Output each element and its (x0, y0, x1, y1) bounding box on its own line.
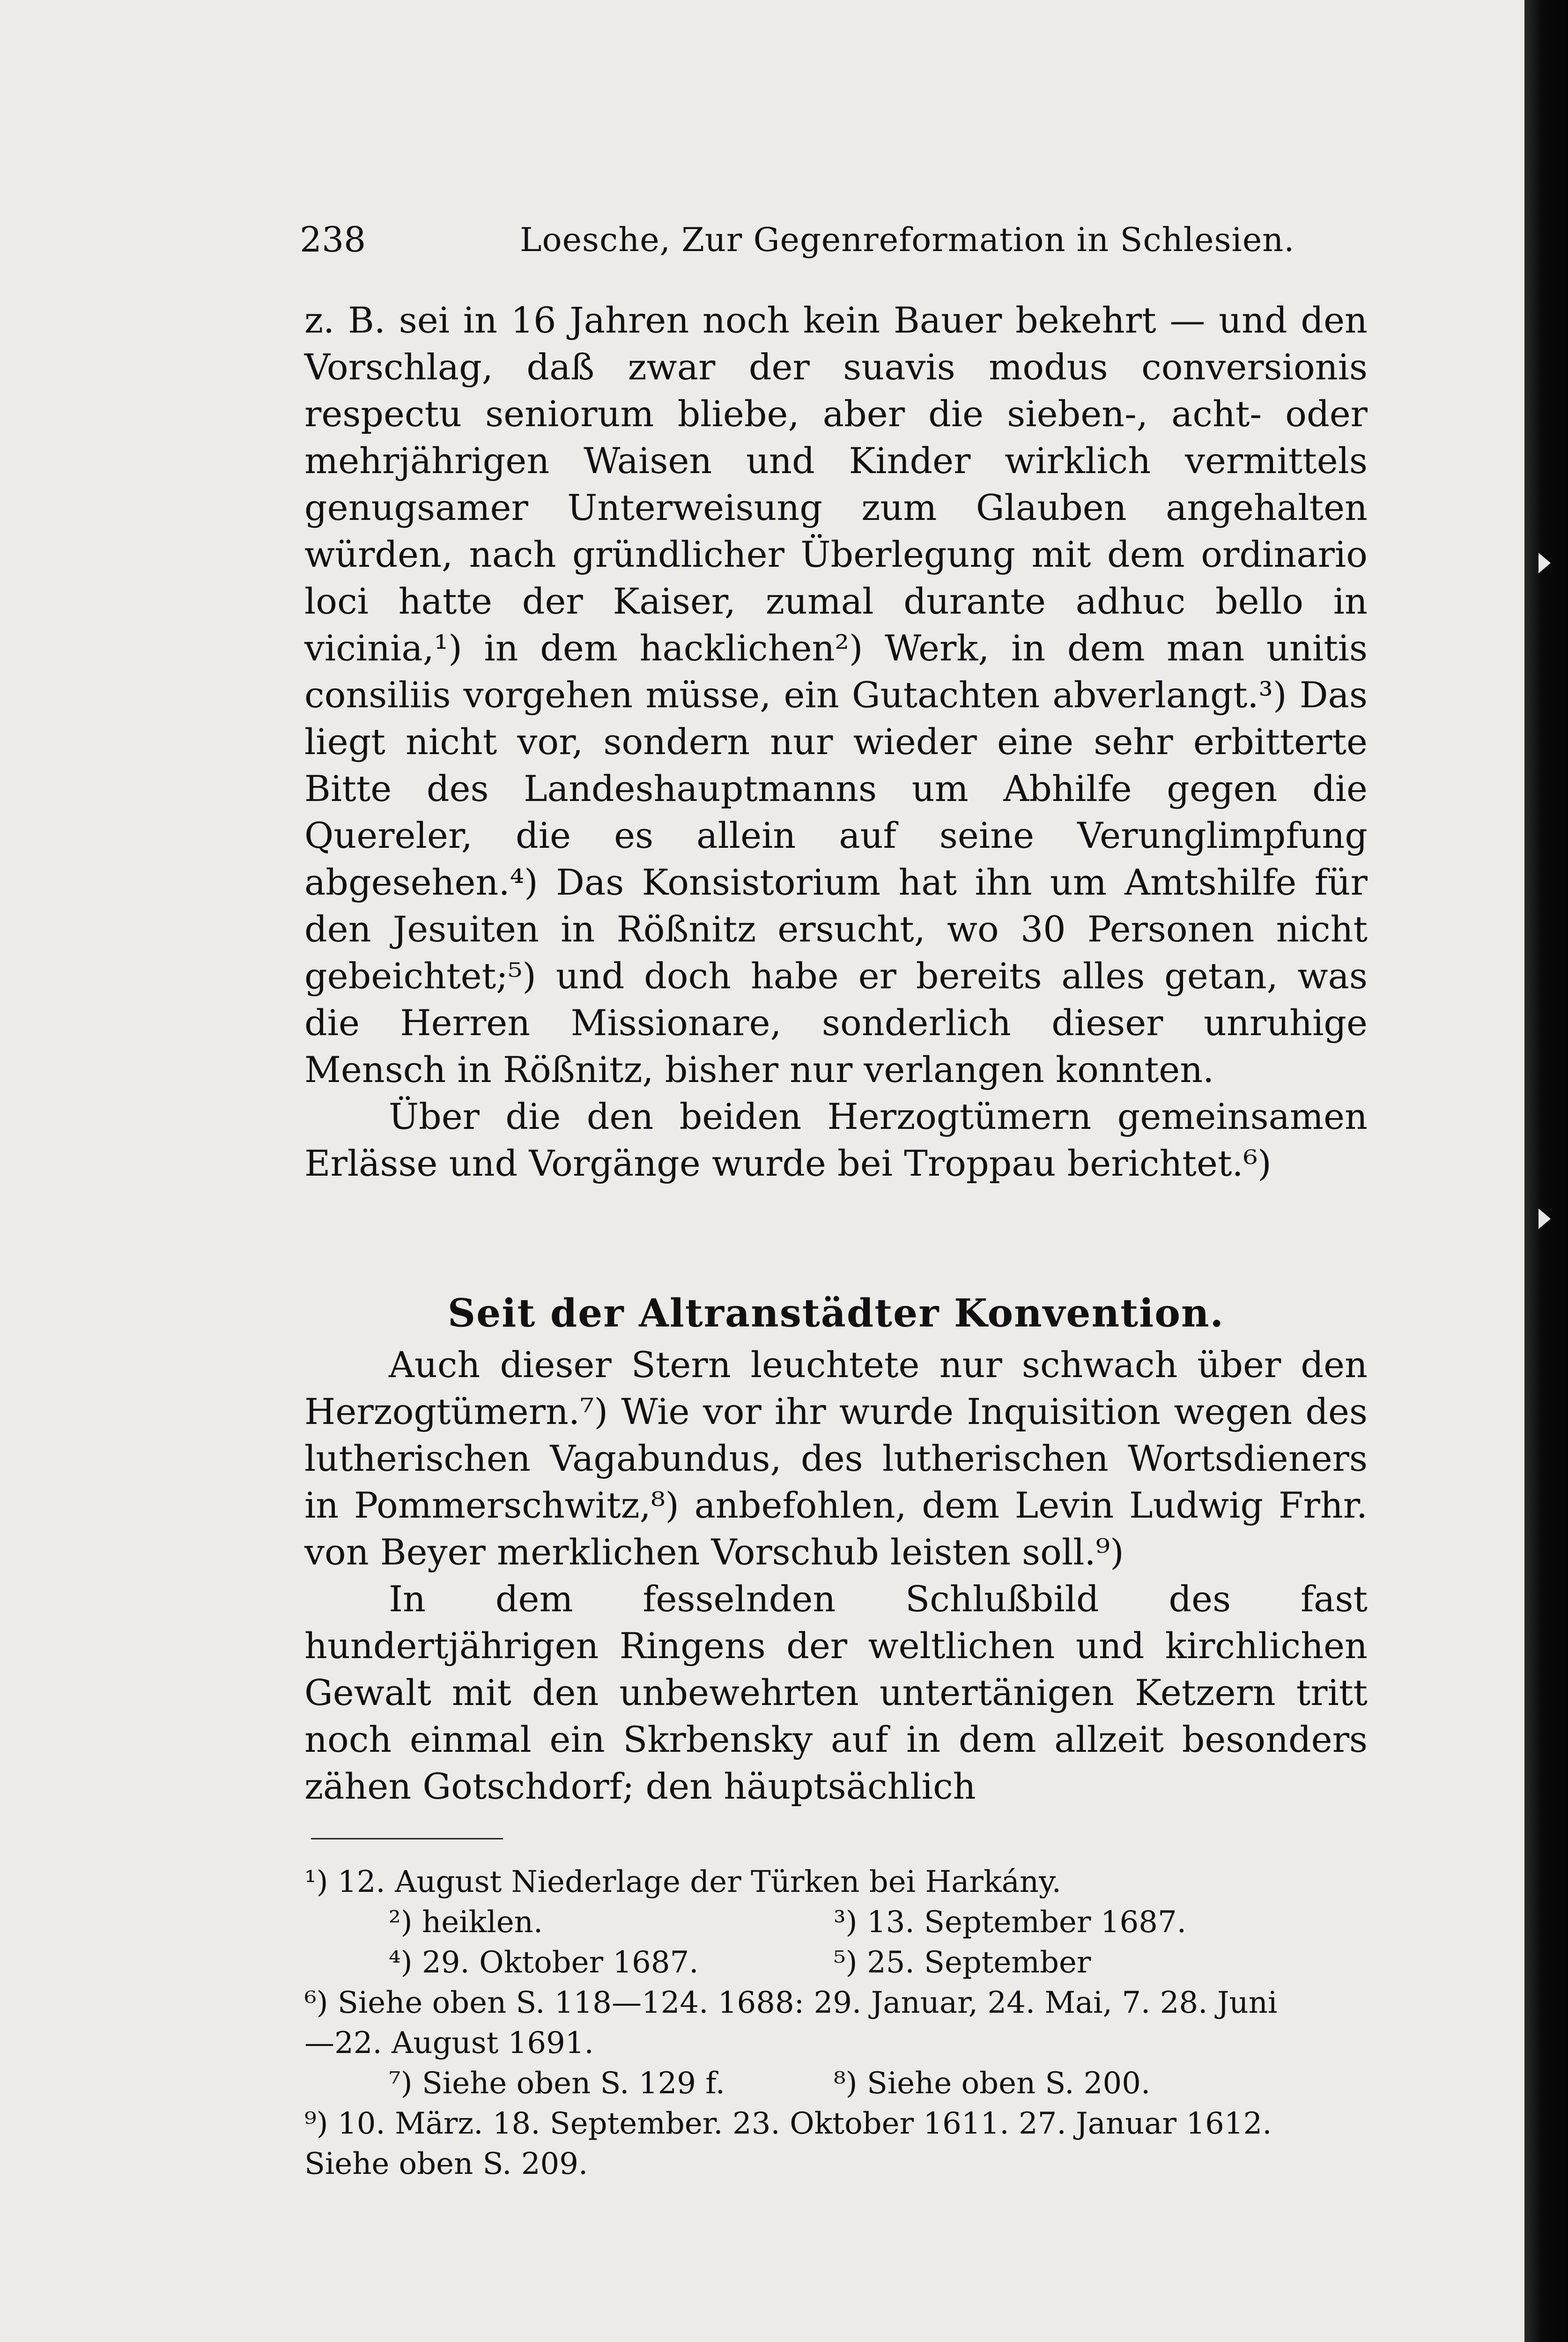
footnote-4: ⁴) 29. Oktober 1687. (389, 1945, 699, 1980)
footnote-6-continued: —22. August 1691. (304, 2026, 594, 2060)
page-body (304, 297, 1368, 2184)
footnote-9: ⁹) 10. März. 18. September. 23. Oktober 1611. 27. Januar 1612. (304, 2106, 1272, 2141)
footnote-row (304, 2063, 1368, 2104)
footnote-row (304, 1942, 1368, 1983)
page-number: 238 (300, 220, 366, 260)
section-title: Seit der Altranstädter Konvention. (447, 1291, 1225, 1336)
footnote-7: ⁷) Siehe oben S. 129 f. (389, 2066, 725, 2101)
footnote-9-continued: Siehe oben S. 209. (304, 2147, 588, 2181)
footnote-1: ¹) 12. August Niederlage der Türken bei Harkány. (304, 1865, 1062, 1899)
running-title: Loesche, Zur Gegenreformation in Schlesien. (520, 221, 1295, 259)
footnote-row (304, 1902, 1368, 1942)
footnote-2: ²) heiklen. (389, 1905, 543, 1940)
footnote-rule (311, 1838, 503, 1839)
body-paragraph-3: Auch dieser Stern leuchtete nur schwach über den Herzogtümern.⁷) Wie vor ihr wurde Inquisition wegen des lutherischen Vagabundus, des lutherischen Wortsdieners in Pommerschwitz,⁸) anbefohlen, dem Levin Ludwig Frhr. von Beyer merklichen Vorschub leisten soll.⁹) (304, 1344, 1368, 1573)
body-paragraph-4: In dem fesselnden Schlußbild des fast hundertjährigen Ringens der weltlichen und kirchlichen Gewalt mit den unbewehrten untertänigen Ketzern tritt noch einmal ein Skrbensky auf in dem allzeit besonders zähen Gotschdorf; den häuptsächlich (304, 1578, 1368, 1807)
body-paragraph-1: z. B. sei in 16 Jahren noch kein Bauer bekehrt — und den Vorschlag, daß zwar der suavis modus conversionis respectu seniorum bliebe, aber die sieben-, acht- oder mehrjährigen Waisen und Kinder wirklich vermittels genugsamer Unterweisung zum Glauben angehalten würden, nach gründlicher Überlegung mit dem ordinario loci hatte der Kaiser, zumal durante adhuc bello in vicinia,¹) in dem hacklichen²) Werk, in dem man unitis consiliis vorgehen müsse, ein Gutachten abverlangt.³) Das liegt nicht vor, sondern nur wieder eine sehr erbitterte Bitte des Landeshauptmanns um Abhilfe gegen die Quereler, die es allein auf seine Verunglimpfung abgesehen.⁴) Das Konsistorium hat ihn um Amtshilfe für den Jesuiten in Rößnitz ersucht, wo 30 Personen nicht gebeichtet;⁵) und doch habe er bereits alles getan, was die Herren Missionare, sonderlich dieser unruhige Mensch in Rößnitz, bisher nur verlangen konnten. (304, 299, 1368, 1090)
edge-arrow-icon (1538, 1208, 1551, 1229)
edge-arrow-icon (1538, 553, 1551, 573)
footnotes (304, 1862, 1368, 2184)
body-paragraph-2: Über die den beiden Herzogtümern gemeinsamen Erlässe und Vorgänge wurde bei Troppau berichtet.⁶) (304, 1096, 1368, 1184)
footnote-3: ³) 13. September 1687. (834, 1905, 1187, 1940)
footnote-5: ⁵) 25. September (834, 1945, 1091, 1980)
scan-edge (1524, 0, 1568, 2342)
footnote-6: ⁶) Siehe oben S. 118—124. 1688: 29. Januar, 24. Mai, 7. 28. Juni (304, 1986, 1278, 2020)
footnote-8: ⁸) Siehe oben S. 200. (834, 2066, 1151, 2101)
